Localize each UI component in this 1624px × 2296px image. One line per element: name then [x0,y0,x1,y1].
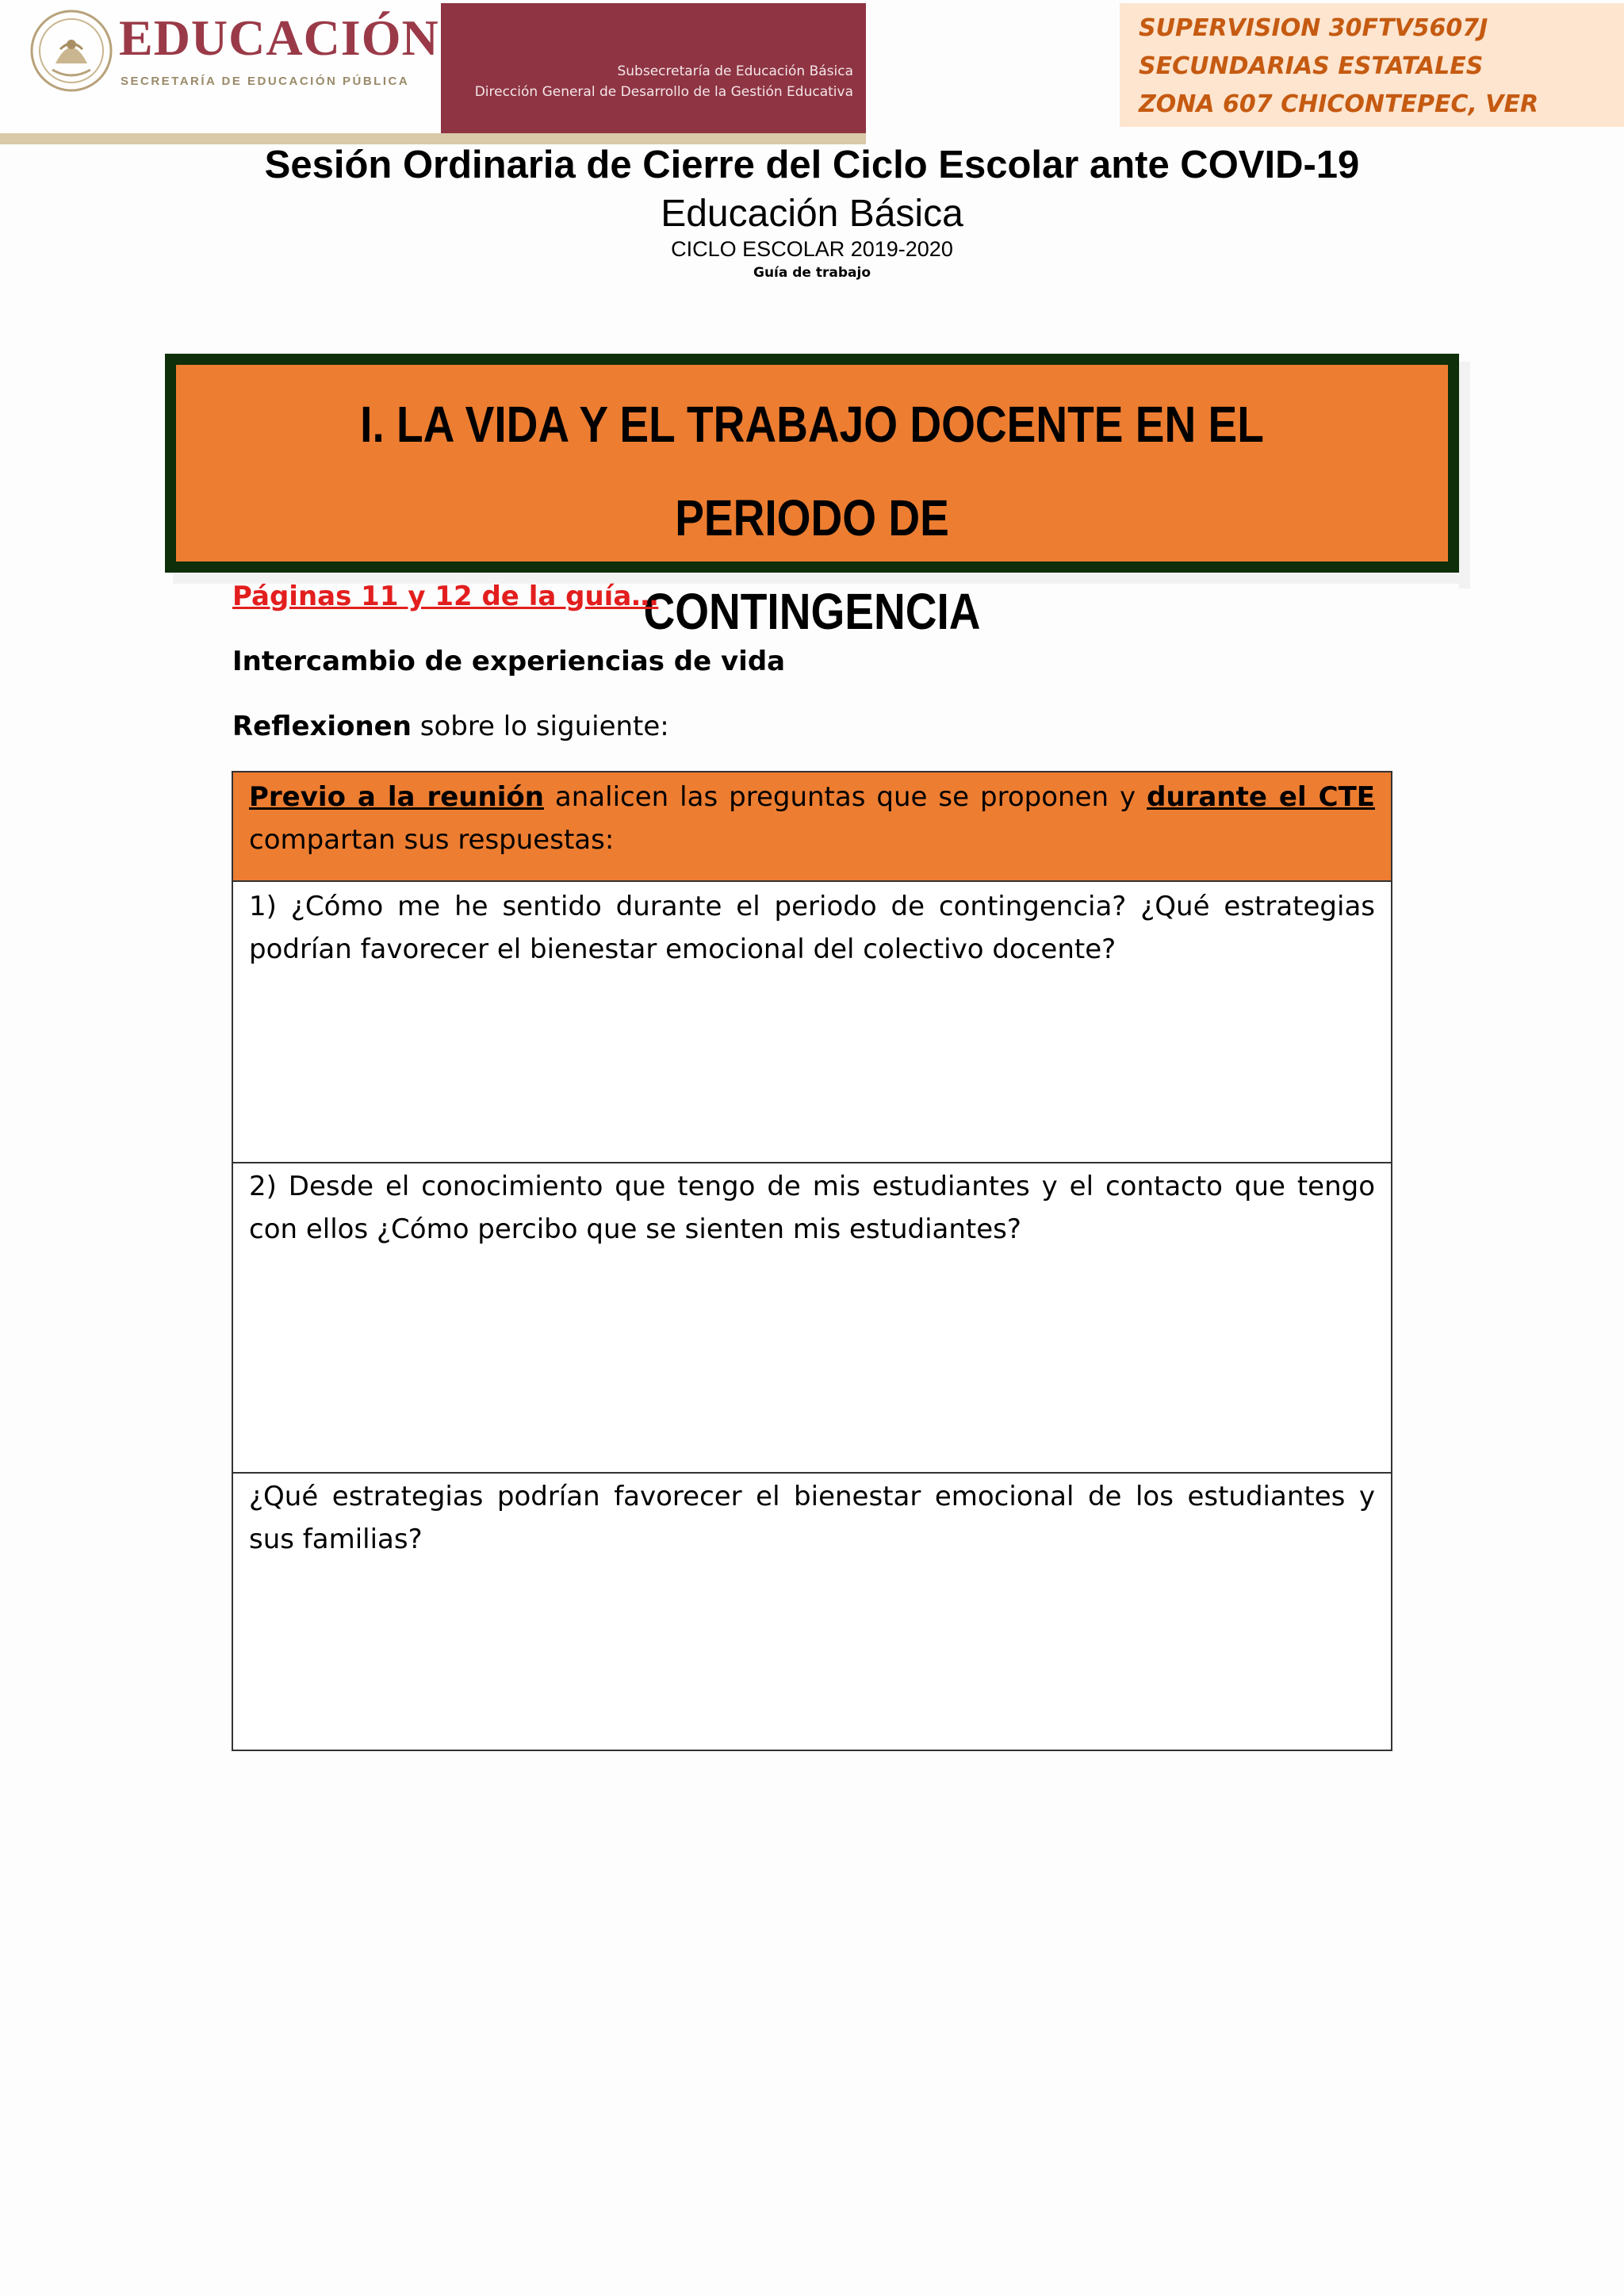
section-heading-line-2: CONTINGENCIA [643,583,981,640]
question-3: ¿Qué estrategias podrían favorecer el bienestar emocional de los estudiantes y sus familias? [249,1481,1375,1555]
section-shadow-right [1459,362,1470,588]
supervision-box [1120,3,1624,127]
logo-area [0,0,441,133]
header-text-2: compartan sus respuestas: [249,824,615,856]
document-subtitle: Educación Básica [661,193,963,235]
brand-subtitle: SECRETARÍA DE EDUCACIÓN PÚBLICA [121,75,410,88]
table-row[interactable] [233,1474,1391,1750]
banner-line-1: Subsecretaría de Educación Básica [617,63,853,79]
document-title: Sesión Ordinaria de Cierre del Ciclo Escolar ante COVID-19 [264,144,1360,186]
supervision-line-2: SECUNDARIAS ESTATALES [1139,52,1484,80]
question-1: 1) ¿Cómo me he sentido durante el periodo de contingencia? ¿Qué estrategias podrían favorecer el bienestar emocional del colectivo docente? [249,891,1375,965]
header-text-1: analicen las preguntas que se proponen y [543,781,1147,813]
reflect-bold: Reflexionen [232,711,412,742]
mexico-seal-icon [29,8,114,94]
table-row[interactable] [233,882,1391,1163]
exchange-heading: Intercambio de experiencias de vida [232,646,786,677]
section-heading-line-1: I. LA VIDA Y EL TRABAJO DOCENTE EN EL PERIODO DE [360,396,1264,546]
pages-reference: Páginas 11 y 12 de la guía… [232,581,659,612]
supervision-line-3: ZONA 607 CHICONTEPEC, VER [1139,90,1539,118]
section-heading [265,378,1358,658]
questions-table [232,771,1392,1751]
supervision-line-1: SUPERVISION 30FTV5607J [1139,14,1488,42]
table-header-text [249,776,1375,861]
school-cycle: CICLO ESCOLAR 2019-2020 [671,237,953,261]
guide-label: Guía de trabajo [753,265,871,281]
reflect-rest: sobre lo siguiente: [411,711,669,742]
header-underline-1: Previo a la reunión [249,781,544,813]
banner-line-2: Dirección General de Desarrollo de la Gestión Educativa [474,84,853,100]
brand-title: EDUCACIÓN [119,10,439,66]
question-2: 2) Desde el conocimiento que tengo de mis estudiantes y el contacto que tengo con ellos ¿Cómo percibo que se sienten mis estudiantes? [249,1171,1375,1245]
header-underline-2: durante el CTE [1147,781,1375,813]
table-header-row [233,772,1391,882]
table-row[interactable] [233,1163,1391,1474]
subsecretaria-banner [441,3,866,133]
reflect-instruction [232,711,669,742]
